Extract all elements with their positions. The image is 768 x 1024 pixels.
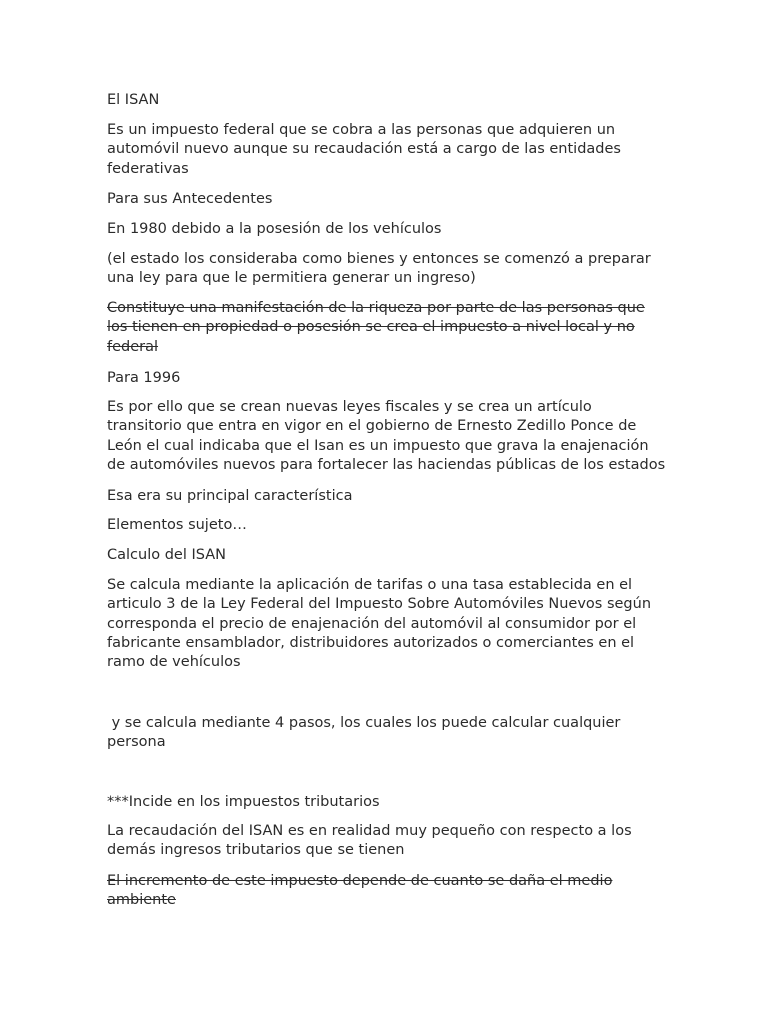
struck-paragraph: Constituye una manifestación de la riqueza por parte de las personas que los tienen en propiedad o posesión se crea el impuesto a nivel local y no federal xyxy=(107,300,645,355)
paragraph: Es un impuesto federal que se cobra a las personas que adquieren un automóvil nuevo aunque su recaudación está a cargo de las entidades federativas xyxy=(107,122,621,177)
document-title: El ISAN xyxy=(107,92,160,108)
paragraph: ***Incide en los impuestos tributarios xyxy=(107,794,380,810)
paragraph: (el estado los consideraba como bienes y entonces se comenzó a preparar una ley para que le permitiera generar un ingreso) xyxy=(107,251,651,287)
paragraph: Se calcula mediante la aplicación de tarifas o una tasa establecida en el articulo 3 de la Ley Federal del Impuesto Sobre Automóviles Nuevos según corresponda el precio de enajenación del automóvil al consumidor por el fabricante ensamblador, distribuidores autorizados o comerciantes en el ramo de vehículos xyxy=(107,577,652,671)
paragraph: Es por ello que se crean nuevas leyes fiscales y se crea un artículo transitorio que entra en vigor en el gobierno de Ernesto Zedillo Ponce de León el cual indicaba que el Isan es un impuesto que grava la enajenación de automóviles nuevos para fortalecer las haciendas públicas de los estados xyxy=(107,399,666,473)
section-heading: Calculo del ISAN xyxy=(107,547,226,563)
paragraph: Elementos sujeto… xyxy=(107,517,247,533)
paragraph: Esa era su principal característica xyxy=(107,488,353,504)
paragraph: y se calcula mediante 4 pasos, los cuales los puede calcular cualquier persona xyxy=(107,715,626,751)
paragraph: Para 1996 xyxy=(107,370,181,386)
paragraph: Para sus Antecedentes xyxy=(107,191,273,207)
paragraph: En 1980 debido a la posesión de los vehículos xyxy=(107,221,442,237)
struck-paragraph: El incremento de este impuesto depende de cuanto se daña el medio ambiente xyxy=(107,873,613,909)
paragraph: La recaudación del ISAN es en realidad muy pequeño con respecto a los demás ingresos tributarios que se tienen xyxy=(107,823,632,859)
